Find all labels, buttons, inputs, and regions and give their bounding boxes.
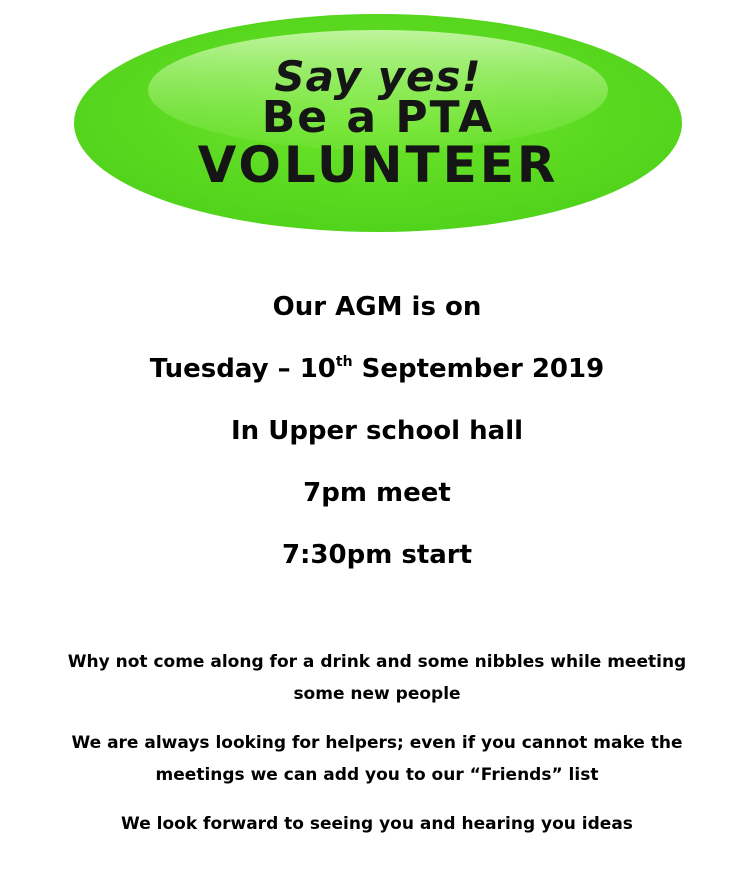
badge-line-say-yes: Say yes!: [274, 52, 482, 101]
badge-line-volunteer: VOLUNTEER: [197, 136, 559, 194]
badge-line-be-a-pta: Be a PTA: [261, 92, 495, 143]
volunteer-badge: [72, 12, 684, 234]
agm-meet-time: 7pm meet: [303, 478, 451, 508]
note-helpers: We are always looking for helpers; even if you cannot make the meetings we can add you to our “Friends” list: [71, 733, 683, 785]
agm-start-time: 7:30pm start: [281, 540, 473, 570]
agm-date-ordinal: th: [335, 354, 353, 370]
agm-date-rest: September 2019: [352, 354, 605, 384]
agm-venue: In Upper school hall: [230, 416, 524, 446]
agm-date-prefix: Tuesday – 10: [149, 354, 336, 384]
agm-date: [0, 354, 754, 384]
agm-heading: Our AGM is on: [272, 292, 482, 322]
note-drinks: Why not come along for a drink and some nibbles while meeting some new people: [67, 652, 687, 704]
note-closing: We look forward to seeing you and hearing you ideas: [121, 814, 633, 834]
